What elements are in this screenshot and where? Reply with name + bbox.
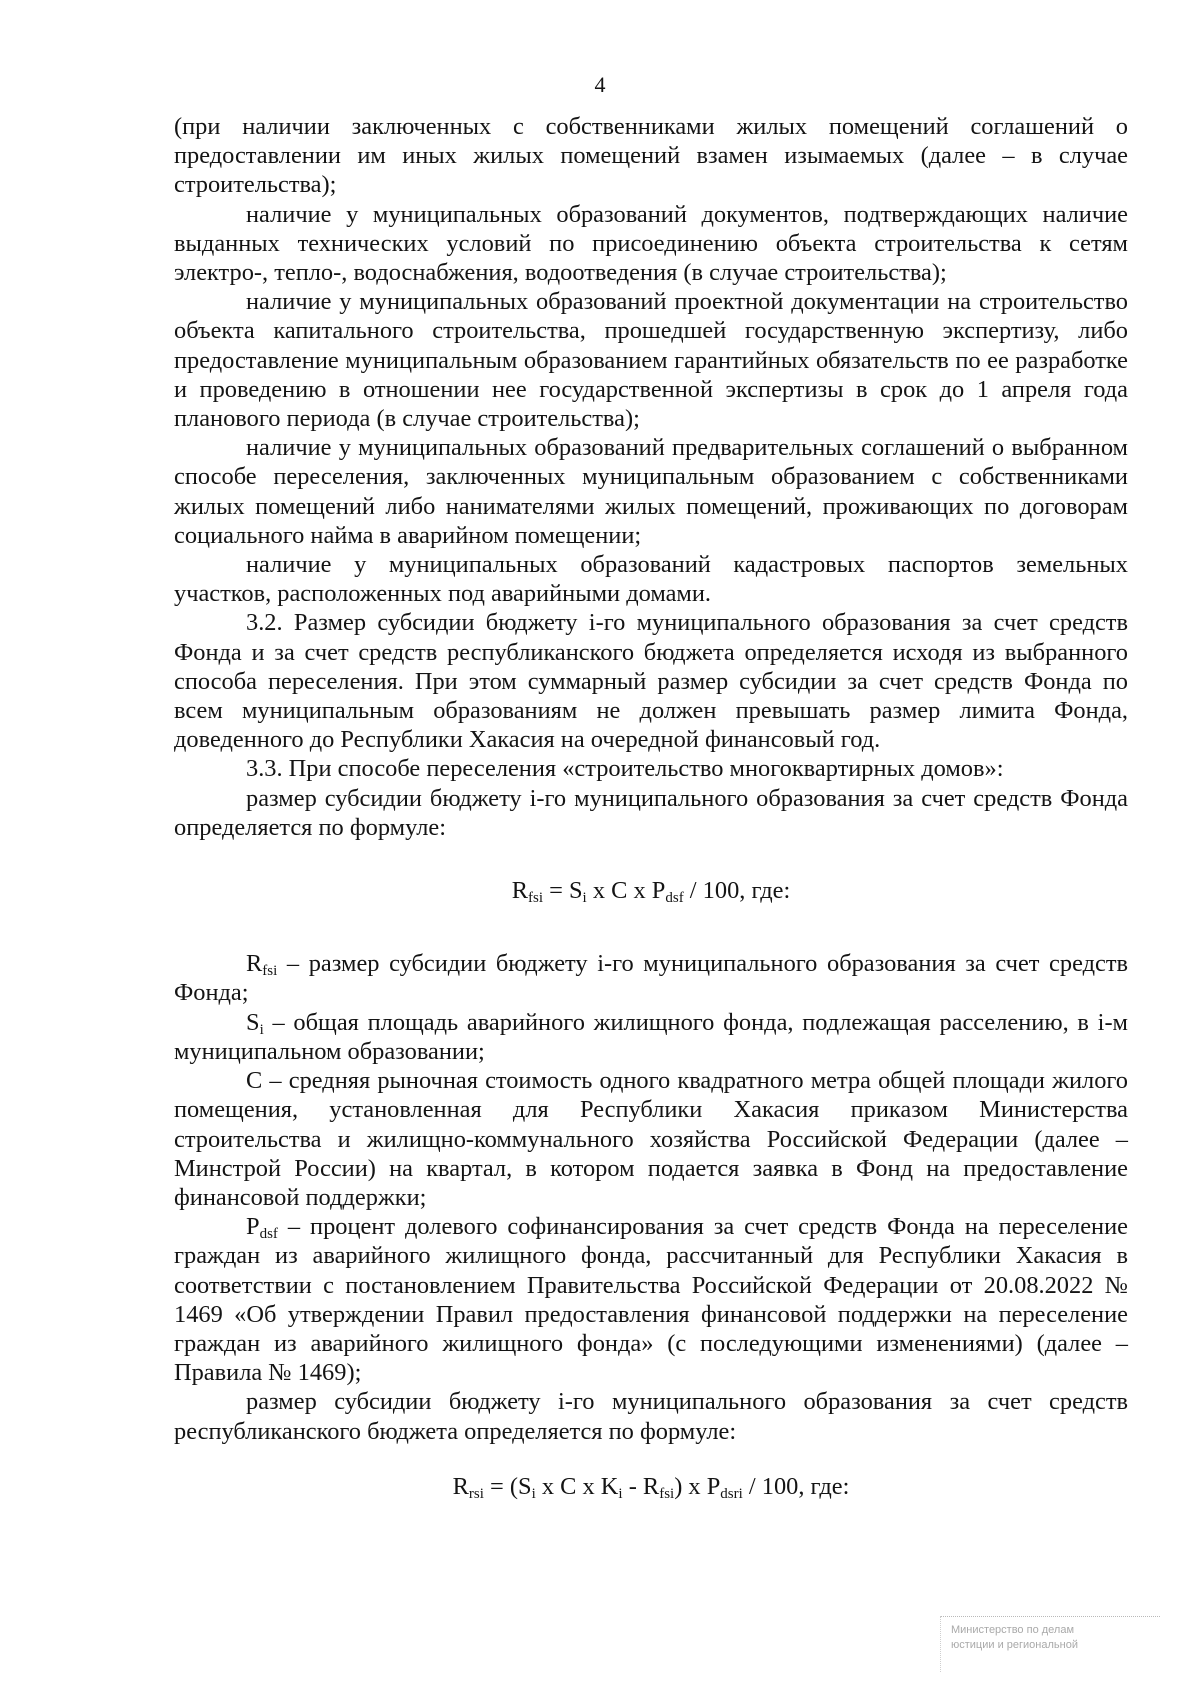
page-number: 4 — [594, 72, 606, 97]
definition-si: $S_i$ – общая площадь аварийного жилищного фонда, подлежащая расселению, в i-м муниципальном образовании; — [174, 1008, 1128, 1065]
definition-rfsi: $R_{fsi}$ – размер субсидии бюджету i-го муниципального образования за счет средств Фонда; — [174, 950, 1128, 1007]
paragraph: наличие у муниципальных образований предварительных соглашений о выбранном способе переселения, заключенных муниципальным образованием с собственниками жилых помещений либо нанимателями жилых помещений, проживающих по договорам социального найма в аварийном помещении; — [174, 434, 1128, 549]
stamp-line: юстиции и региональной — [951, 1639, 1078, 1651]
formula-fund-subsidy: $R_{fsi} = S_i$ x C x $P_{dsf} / 100$, где: — [511, 877, 791, 907]
stamp-line: Министерство по делам — [951, 1624, 1075, 1636]
formula-republic-subsidy: $R_{rsi} = (S_i$ x C x $K_i - R_{fsi}$) x $P_{dsri} / 100$, где: — [452, 1472, 850, 1502]
paragraph: наличие у муниципальных образований документов, подтверждающих наличие выданных технических условий по присоединению объекта строительства к сетям электро-, тепло-, водоснабжения, водоотведения (в случае строительства); — [174, 200, 1128, 287]
paragraph: размер субсидии бюджету i-го муниципального образования за счет средств Фонда определяется по формуле: — [174, 784, 1128, 841]
paragraph: (при наличии заключенных с собственниками жилых помещений соглашений о предоставлении им иных жилых помещений взамен изымаемых (далее – в случае строительства); — [174, 113, 1128, 199]
paragraph: наличие у муниципальных образований проектной документации на строительство объекта капитального строительства, прошедшей государственную экспертизу, либо предоставление муниципальным образованием гарантийных обязательств по ее разработке и проведению в отношении нее государственной экспертизы в срок до 1 апреля года планового периода (в случае строительства); — [174, 288, 1128, 433]
document-body — [174, 112, 1128, 1545]
paragraph: наличие у муниципальных образований кадастровых паспортов земельных участков, расположенных под аварийными домами. — [174, 551, 1128, 608]
definition-c: С – средняя рыночная стоимость одного квадратного метра общей площади жилого помещения, установленная для Республики Хакасия приказом Министерства строительства и жилищно-коммунального хозяйства Российской Федерации (далее – Минстрой России) на квартал, в котором подается заявка в Фонд на предоставление финансовой поддержки; — [174, 1067, 1128, 1211]
definition-pdsf: $P_{dsf}$ – процент долевого софинансирования за счет средств Фонда на переселение граждан из аварийного жилищного фонда, рассчитанный для Республики Хакасия в соответствии с постановлением Правительства Российской Федерации от 20.08.2022 № 1469 «Об утверждении Правил предоставления финансовой поддержки на переселение граждан из аварийного жилищного фонда» (с последующими изменениями) (далее – Правила № 1469); — [174, 1213, 1128, 1387]
paragraph: размер субсидии бюджету i-го муниципального образования за счет средств республиканского бюджета определяется по формуле: — [174, 1388, 1128, 1445]
paragraph: 3.3. При способе переселения «строительство многоквартирных домов»: — [246, 755, 1004, 783]
paragraph: 3.2. Размер субсидии бюджету i-го муниципального образования за счет средств Фонда и за счет средств республиканского бюджета определяется исходя из выбранного способа переселения. При этом суммарный размер субсидии за счет средств Фонда по всем муниципальным образованиям не должен превышать размер лимита Фонда, доведенного до Республики Хакасия на очередной финансовый год. — [174, 609, 1128, 754]
registration-stamp — [940, 1616, 1160, 1672]
